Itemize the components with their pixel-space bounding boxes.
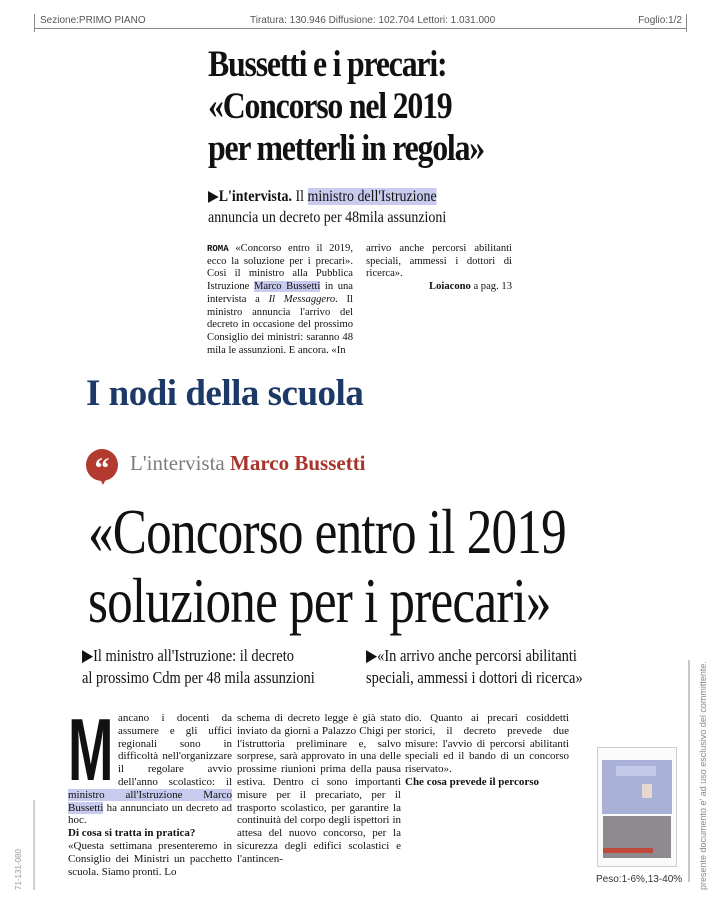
newspaper-name: Il Messaggero xyxy=(268,293,336,305)
quote-icon-tail xyxy=(98,475,108,485)
front-headline-line: per metterli in regola» xyxy=(208,128,484,169)
document-code: 71-131-080 xyxy=(14,849,23,890)
deck-line: speciali, ammessi i dottori di ricerca» xyxy=(366,668,583,687)
front-headline-line: «Concorso nel 2019 xyxy=(208,86,452,127)
body-column-1 xyxy=(68,700,232,878)
interview-answer: «Questa settimana presenteremo in Consiglio dei Ministri un pacchetto scuola. Siamo pronti. Lo xyxy=(68,839,232,878)
body-text: dio. Quanto ai precari cosiddetti storici, il decreto prevede due misure: l'avvio di percorsi abilitanti speciali ed il bando di un concorso riservato». xyxy=(405,712,569,776)
dateline: ROMA xyxy=(207,244,229,254)
thumbnail-headline xyxy=(616,766,656,776)
abstract-text: arrivo anche percorsi abilitanti speciali, ammessi i dottori di ricerca». xyxy=(366,243,512,280)
deck-line: Il ministro all'Istruzione: il decreto xyxy=(93,646,294,665)
kicker-name: Marco Bussetti xyxy=(230,451,366,475)
page-reference xyxy=(366,281,512,294)
weight-label: Peso:1-6%,13-40% xyxy=(596,874,683,885)
body-column-3 xyxy=(405,712,569,789)
abstract-column-1 xyxy=(207,243,353,357)
arrow-icon: ▶ xyxy=(82,646,94,665)
subtitle-lead: L'intervista. xyxy=(218,188,292,205)
sheet-number: Foglio:1/2 xyxy=(638,15,682,26)
drop-cap-letter: M xyxy=(68,700,114,799)
deck-line: «In arrivo anche percorsi abilitanti xyxy=(377,646,577,665)
side-rule xyxy=(688,660,690,882)
abstract-text: in una intervista a xyxy=(207,281,353,305)
front-headline-line: Bussetti e i precari: xyxy=(208,44,447,85)
kicker-text xyxy=(130,451,366,476)
quote-icon: “ xyxy=(86,449,118,481)
main-headline xyxy=(88,497,566,635)
arrow-icon: ▶ xyxy=(366,646,378,665)
arrow-icon: ▶ xyxy=(208,188,219,205)
left-rule xyxy=(33,800,35,890)
thumbnail-portrait xyxy=(642,784,652,798)
subtitle-text: Il xyxy=(291,188,308,205)
front-headline xyxy=(208,44,518,170)
deck-1 xyxy=(82,645,315,689)
body-text: ancano i docenti da assumere e gli uffici regionali sono in difficoltà nell'organizzare il regolare avvio dell'anno scolastico: il xyxy=(118,712,232,788)
abstract-text: «Concorso entro il 2019, ecco la soluzione per i precari». Così il ministro alla Pubblica Istruzione xyxy=(207,243,353,293)
kicker-label: L'intervista xyxy=(130,451,231,475)
highlighted-text: ministro dell'Istruzione xyxy=(307,188,437,205)
interview-question: Che cosa prevede il percorso xyxy=(405,775,540,788)
deck-line: al prossimo Cdm per 48 mila assunzioni xyxy=(82,668,315,687)
abstract-column-2 xyxy=(366,243,512,294)
circulation-stats: Tiratura: 130.946 Diffusione: 102.704 Lettori: 1.031.000 xyxy=(250,15,496,26)
subtitle-line-2: annuncia un decreto per 48mila assunzioni xyxy=(208,209,447,226)
header-right-border xyxy=(686,14,687,32)
page-pointer: a pag. 13 xyxy=(470,281,512,293)
header-rule xyxy=(34,28,686,29)
thumbnail-caption-bar xyxy=(603,848,653,853)
interview-question: Di cosa si tratta in pratica? xyxy=(68,827,196,840)
section-title: I nodi della scuola xyxy=(86,373,364,414)
page-thumbnail xyxy=(597,747,677,867)
drop-cap xyxy=(68,700,114,799)
main-headline-line: soluzione per i precari» xyxy=(88,565,551,636)
section-label: Sezione:PRIMO PIANO xyxy=(40,15,146,26)
body-text: ha annunciato un decreto ad hoc. xyxy=(68,801,232,827)
author-name: Loiacono xyxy=(429,281,471,293)
deck-2 xyxy=(366,645,583,689)
usage-notice: presente documento e' ad uso esclusivo del committente. xyxy=(698,661,708,890)
main-headline-line: «Concorso entro il 2019 xyxy=(88,496,566,567)
highlighted-text: Marco Bussetti xyxy=(253,281,321,293)
highlighted-text: ministro all'Istruzione Marco Bussetti xyxy=(68,788,232,814)
body-column-2 xyxy=(237,712,401,866)
front-subtitle xyxy=(208,186,505,228)
abstract-text: . Il ministro annuncia l'arrivo del decreto in occasione del prossimo Consiglio dei ministri: saranno 48 mila le assunzioni. E ancora. «In xyxy=(207,293,353,356)
body-text: schema di decreto legge è già stato inviato da giorni a Palazzo Chigi per l'istruttoria preliminare e, salvo sorprese, sarà approvato in una delle prossime riunioni prima della pausa estiva. Dentro ci sono importanti misure per il precariato, per il trasporto scolastico, per garantire la continuità del corpo degli ispettori in attesa del nuovo concorso, per la sicurezza degli edifici scolastici e l'antincen- xyxy=(237,712,401,865)
page-header xyxy=(34,12,686,26)
